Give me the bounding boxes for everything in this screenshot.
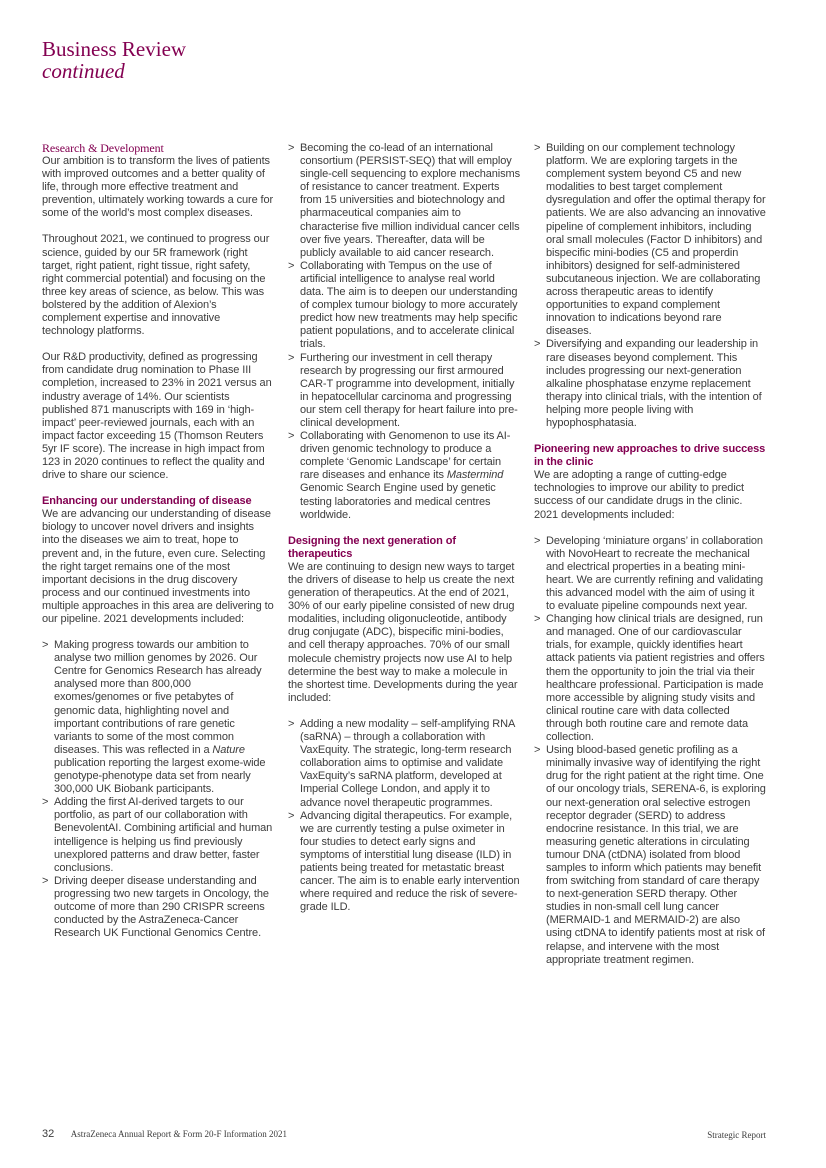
bullet-marker: > [534, 744, 541, 757]
emphasis: Mastermind [446, 469, 504, 482]
list-item: > Furthering our investment in cell therapy research by progressing our first armoured CAR-T programme into development, initially in hepatocellular carcinoma and progressing our stem cell therapy for heart failure into pre-clinical development. [288, 351, 518, 429]
paragraph: We are adopting a range of cutting-edge technologies to improve our ability to predict success of our candidate drugs in the clinic. 2021 developments included: [534, 469, 745, 521]
bullet-marker: > [534, 338, 541, 351]
bullet-marker: > [288, 142, 295, 154]
bullet-marker: > [288, 809, 295, 822]
paragraph: We are continuing to design new ways to target the drivers of disease to help us create the next generation of therapeutics. At the end of 2021, 30% of our early pipeline consisted of new drug modalities, including oligonucleotide, antibody drug conjugate (ADC), bispecific mini-bodies, and cell therapy approaches. 70% of our small molecule chemistry projects now use AI to help determine the best way to make a molecule in the shortest time. Developments during the year included: [288, 560, 518, 704]
list-item: > Diversifying and expanding our leadership in rare diseases beyond complement. This includes progressing our next-generation alkaline phosphatase enzyme replacement therapy into clinical trials, with the intention of helping more people living with hypophosphatasia. [534, 338, 762, 429]
page-subtitle: continued [42, 59, 125, 83]
bullet-list [534, 535, 766, 967]
list-item: > Collaborating with Genomenon to use its AI-driven genomic technology to produce a complete ‘Genomic Landscape’ for certain rare diseases and enhance its Mastermind Genomic Search Engine used by genetic testing laboratories and medical centres worldwide. [288, 430, 511, 521]
list-item: > Collaborating with Tempus on the use of artificial intelligence to analyse real world data. The aim is to deepen our understanding of complex tumour biology to more accurately predict how new treatments may help specific patient populations, and to accelerate clinical trials. [288, 259, 518, 351]
bullet-list [534, 142, 766, 430]
bullet-marker: > [534, 613, 541, 626]
paragraph: Our ambition is to transform the lives of patients with improved outcomes and a better quality of life, through more effective treatment and prevention, ultimately working towards a cure for some of the world’s most complex diseases. [42, 155, 274, 220]
bullet-marker: > [288, 717, 295, 730]
list-item: > Making progress towards our ambition to analyse two million genomes by 2026. Our Centre for Genomics Research has already analysed more than 800,000 exomes/genomes or five petabytes of genomic data, highlighting novel and important contributions of rare genetic variants to some of the most common diseases. This was reflected in a Nature publication reporting the largest exome-wide genotype-phenotype data set from nearly 300,000 UK Biobank participants. [42, 639, 266, 796]
page-header [42, 38, 186, 82]
column-2 [288, 142, 520, 927]
publication-title: AstraZeneca Annual Report & Form 20-F Information 2021 [70, 1129, 287, 1139]
list-item: > Developing ‘miniature organs’ in collaboration with NovoHeart to recreate the mechanical and electrical properties in a beating mini-heart. We are currently refining and validating this advanced model with the aim of using it to evaluate pipeline compounds next year. [534, 534, 764, 613]
bullet-marker: > [534, 534, 541, 547]
bullet-list [288, 142, 520, 522]
list-item: > Building on our complement technology platform. We are exploring targets in the complement system beyond C5 and new modalities to best target complement dysregulation and offer the optimal therapy for patients. We are also advancing an innovative pipeline of complement inhibitors, including oral small molecules (Factor D inhibitors) and bispecific mini-bodies (C5 and properdin inhibitors) designed for self-administered subcutaneous injection. We are collaborating across therapeutic areas to identify opportunities to expand complement innovation to indications beyond rare diseases. [534, 142, 766, 338]
paragraph: Throughout 2021, we continued to progress our science, guided by our 5R framework (right target, right patient, right tissue, right safety, right commercial potential) and focusing on the three key areas of science, as below. This was bolstered by the addition of Alexion’s complement expertise and innovative technology platforms. [42, 233, 270, 338]
paragraph: We are advancing our understanding of disease biology to uncover novel drivers and insights into the diseases we aim to treat, hope to prevent and, in the future, even cure. Selecting the right target remains one of the most important decisions in the drug discovery process and our continued investments into multiple approaches in this area are delivering to our pipeline. 2021 developments included: [42, 508, 274, 625]
list-item: > Using blood-based genetic profiling as a minimally invasive way of identifying the right drug for the right patient at the right time. One of our oncology trials, SERENA-6, is exploring our next-generation oral selective estrogen receptor degrader (SERD) to address endocrine resistance. In this trial, we are measuring genetic alterations in circulating tumour DNA (ctDNA) isolated from blood samples to inform which patients may benefit from switching from standard of care therapy to next-generation SERD therapy. Other studies in non-small cell lung cancer (MERMAID-1 and MERMAID-2) are also using ctDNA to identify patients most at risk of relapse, and intervene with the most appropriate treatment regimen. [534, 744, 766, 966]
list-item: > Adding a new modality – self-amplifying RNA (saRNA) – through a collaboration with VaxEquity. The strategic, long-term research collaboration aims to optimise and validate VaxEquity’s saRNA platform, developed at Imperial College London, and apply it to advance novel therapeutic programmes. [288, 717, 515, 809]
section-name: Strategic Report [707, 1130, 766, 1140]
section-heading-pioneering-approaches: Pioneering new approaches to drive success in the clinic [534, 443, 766, 469]
section-heading-next-generation-therapeutics: Designing the next generation of therapeutics [288, 534, 456, 560]
bullet-list [42, 639, 274, 940]
page-footer [42, 1129, 766, 1140]
paragraph: Our R&D productivity, defined as progressing from candidate drug nomination to Phase III completion, increased to 23% in 2021 versus an industry average of 14%. Our scientists published 871 manuscripts with 169 in ‘high-impact’ peer-reviewed journals, each with an impact factor exceeding 15 (Thomson Reuters 5yr IF score). The increase in high impact from 123 in 2020 continues to reflect the quality and drive to share our science. [42, 351, 272, 482]
section-heading-research-development: Research & Development [42, 141, 164, 155]
page-number: 32 [42, 1128, 55, 1140]
list-item: > Becoming the co-lead of an international consortium (PERSIST-SEQ) that will employ single-cell sequencing to explore mechanisms of resistance to cancer treatment. Experts from 15 universities and biotechnology and pharmaceutical companies aim to characterise five million individual cancer cells over five years. Thereafter, data will be publicly available to aid cancer research. [288, 142, 520, 259]
bullet-marker: > [42, 874, 49, 887]
bullet-marker: > [288, 351, 295, 364]
column-3 [534, 142, 766, 980]
bullet-marker: > [288, 430, 295, 443]
list-item: > Adding the first AI-derived targets to our portfolio, as part of our collaboration with BenevolentAI. Combining artificial and human intelligence is helping us find previously unexplored patterns and draw better, faster conclusions. [42, 796, 273, 874]
bullet-list [288, 718, 520, 914]
section-heading-understanding-disease: Enhancing our understanding of disease [42, 495, 252, 508]
emphasis: Nature [212, 743, 245, 756]
list-item: > Changing how clinical trials are designed, run and managed. One of our cardiovascular trials, for example, quickly identifies heart attack patients via patient registries and offers them the opportunity to join the trial via their healthcare professional. Participation is made more accessible by aligning study visits and clinical routine care with data collected through both routine care and remote data collection. [534, 613, 765, 744]
list-item: > Advancing digital therapeutics. For example, we are currently testing a pulse oximeter in four studies to detect early signs and symptoms of interstitial lung disease (ILD) in patients being treated for metastatic breast cancer. The aim is to enable early intervention where required and reduce the risk of severe-grade ILD. [288, 809, 520, 914]
column-1 [42, 142, 274, 953]
bullet-marker: > [534, 142, 541, 154]
bullet-marker: > [42, 639, 49, 652]
bullet-marker: > [288, 259, 295, 272]
bullet-marker: > [42, 796, 49, 809]
page-title: Business Review [42, 37, 187, 61]
list-item: > Driving deeper disease understanding and progressing two new targets in Oncology, the outcome of more than 290 CRISPR screens conducted by the AstraZeneca-Cancer Research UK Functional Genomics Centre. [42, 874, 269, 940]
